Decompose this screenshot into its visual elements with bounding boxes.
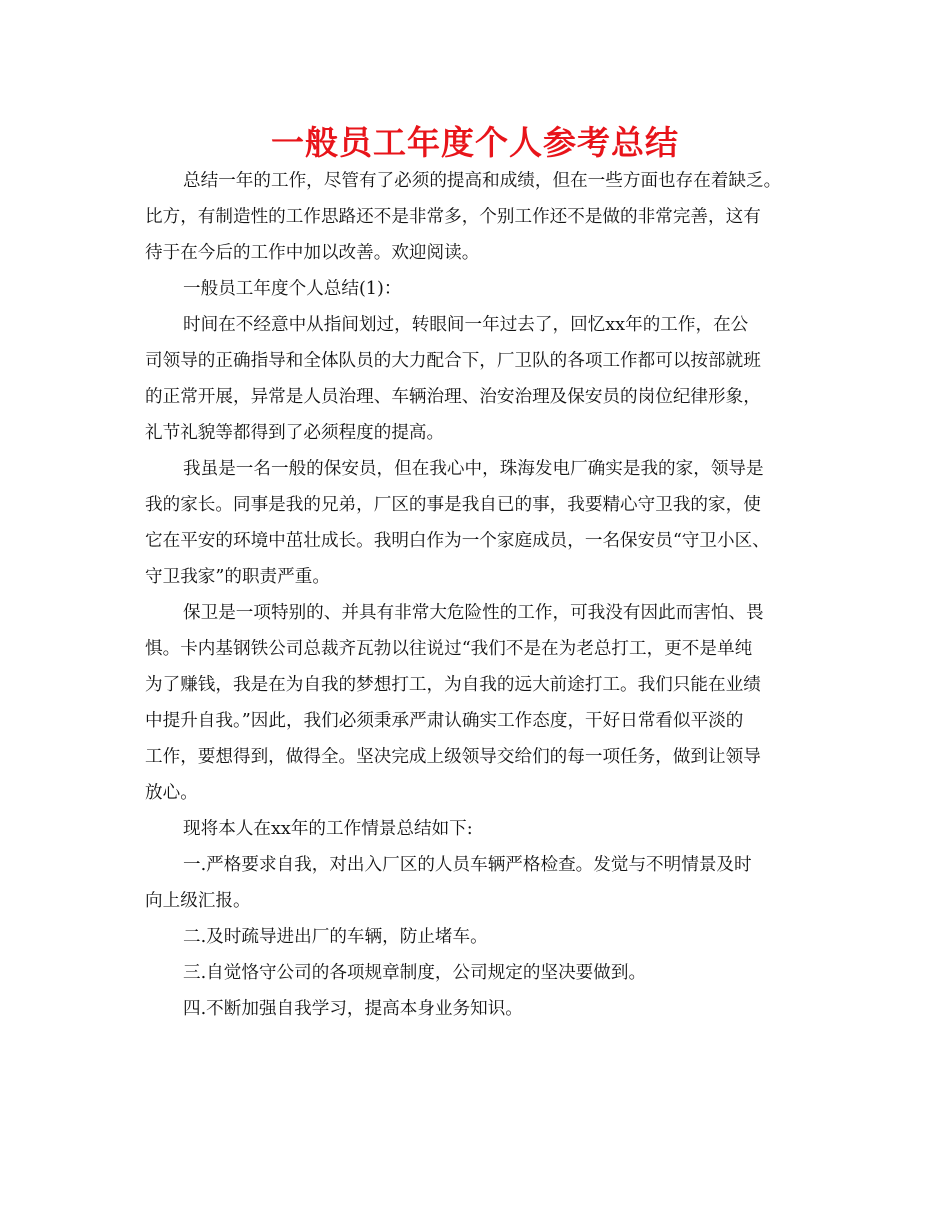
- body-line: 一.严格要求自我，对出入厂区的人员车辆严格检查。发觉与不明情景及时: [183, 855, 752, 875]
- body-line: 待于在今后的工作中加以改善。欢迎阅读。: [145, 243, 480, 263]
- body-line: 为了赚钱，我是在为自我的梦想打工，为自我的远大前途打工。我们只能在业绩: [145, 675, 761, 695]
- body-line: 保卫是一项特别的、并具有非常大危险性的工作，可我没有因此而害怕、畏: [183, 603, 764, 623]
- body-line: 比方，有制造性的工作思路还不是非常多，个别工作还不是做的非常完善，这有: [145, 207, 761, 227]
- body-line: 我的家长。同事是我的兄弟，厂区的事是我自已的事，我要精心守卫我的家，使: [145, 495, 761, 515]
- body-line: 工作，要想得到，做得全。坚决完成上级领导交给们的每一项任务，做到让领导: [145, 747, 761, 767]
- body-line: 中提升自我。”因此，我们必须秉承严肃认确实工作态度，干好日常看似平淡的: [145, 711, 744, 731]
- document-body: [145, 163, 810, 1027]
- body-line: 时间在不经意中从指间划过，转眼间一年过去了，回忆xx年的工作，在公: [183, 315, 749, 335]
- body-line: 礼节礼貌等都得到了必须程度的提高。: [145, 423, 445, 443]
- body-line: 总结一年的工作，尽管有了必须的提高和成绩，但在一些方面也存在着缺乏。: [183, 171, 782, 191]
- body-line: 现将本人在xx年的工作情景总结如下:: [183, 819, 473, 839]
- body-line: 司领导的正确指导和全体队员的大力配合下，厂卫队的各项工作都可以按部就班: [145, 351, 761, 371]
- body-line: 的正常开展，异常是人员治理、车辆治理、治安治理及保安员的岗位纪律形象，: [145, 387, 761, 407]
- body-line: 惧。卡内基钢铁公司总裁齐瓦勃以往说过“我们不是在为老总打工，更不是单纯: [145, 639, 753, 659]
- body-line: 我虽是一名一般的保安员，但在我心中，珠海发电厂确实是我的家，领导是: [183, 459, 764, 479]
- body-line: 三.自觉恪守公司的各项规章制度，公司规定的坚决要做到。: [183, 963, 647, 983]
- body-line: 四.不断加强自我学习，提高本身业务知识。: [183, 999, 523, 1019]
- body-line: 放心。: [145, 783, 198, 803]
- document-title: 一般员工年度个人参考总结: [271, 123, 679, 162]
- body-line: 向上级汇报。: [145, 891, 251, 911]
- body-line: 守卫我家”的职责严重。: [145, 567, 330, 587]
- body-line: 二.及时疏导进出厂的车辆，防止堵车。: [183, 927, 488, 947]
- body-line: 一般员工年度个人总结(1)：: [183, 279, 402, 299]
- body-line: 它在平安的环境中茁壮成长。我明白作为一个家庭成员，一名保安员“守卫小区、: [145, 531, 770, 551]
